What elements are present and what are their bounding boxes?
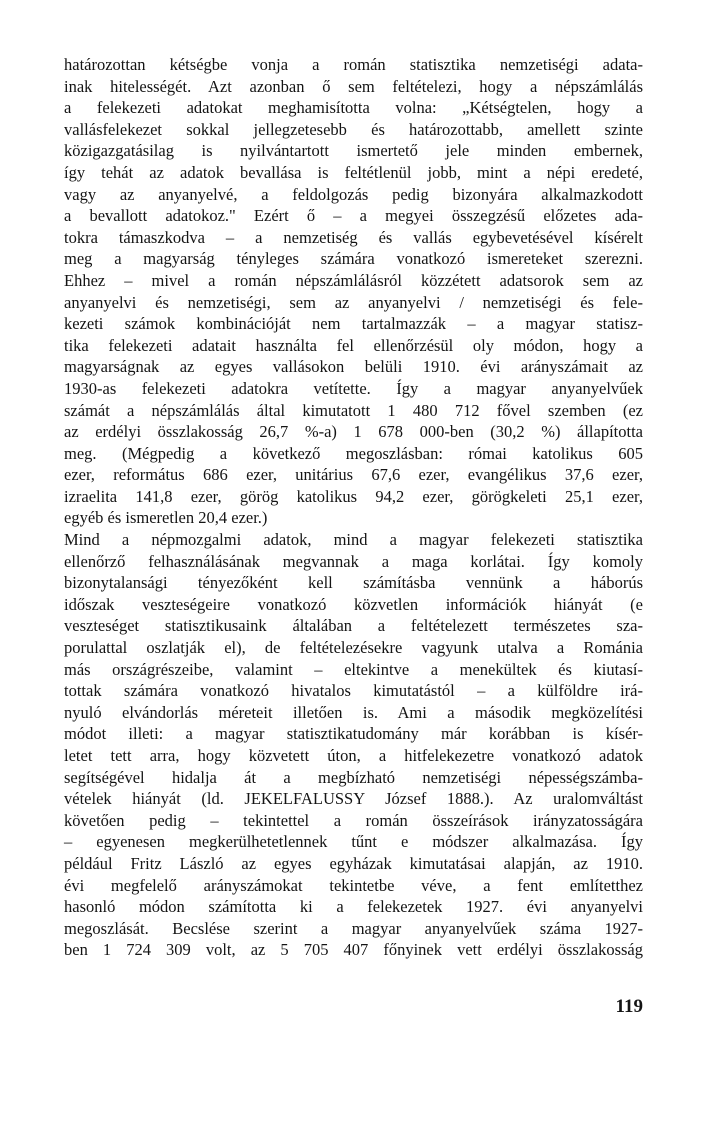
text-line: számát a népszámlálás által kimutatott 1 480 712 fővel szemben (ez <box>64 400 643 420</box>
text-line: vételek hiányát (ld. JEKELFALUSSY József 1888.). Az uralomváltást <box>64 789 643 809</box>
text-line: módot illeti: a magyar statisztikatudomány már korábban is kísér- <box>64 724 643 744</box>
text-line: vallásfelekezet sokkal jellegzetesebb és határozottabb, amellett szinte <box>64 119 643 139</box>
text-line: bizonytalansági tényezőként kell számításba vennünk a háborús <box>64 573 643 593</box>
text-line: vagy az anyanyelvé, a feldolgozás pedig bizonyára alkalmazkodott <box>64 184 643 204</box>
text-line: az erdélyi összlakosság 26,7 %-a) 1 678 000-ben (30,2 %) állapította <box>64 422 643 442</box>
text-line: határozottan kétségbe vonja a román statisztika nemzetiségi adata- <box>64 55 643 74</box>
page-body-text <box>64 54 643 961</box>
text-line: kezeti számok kombinációját nem tartalmazzák – a magyar statisz- <box>64 314 643 334</box>
text-line: a bevallott adatokoz." Ezért ő – a megyei összegzésű előzetes ada- <box>64 206 643 226</box>
text-line: meg. (Mégpedig a következő megoszlásban: római katolikus 605 <box>64 443 643 463</box>
text-line: – egyenesen megkerülhetetlennek tűnt e módszer alkalmazása. Így <box>64 832 643 852</box>
text-line: segítségével hidalja át a megbízható nemzetiségi népességszámba- <box>64 767 643 787</box>
text-line: izraelita 141,8 ezer, görög katolikus 94,2 ezer, görögkeleti 25,1 ezer, <box>64 486 643 506</box>
text-line: magyarságnak az egyes vallásokon belüli 1910. évi arányszámait az <box>64 357 643 377</box>
text-line: így tehát az adatok bevallása is feltétlenül jobb, mint a népi eredeté, <box>64 162 643 182</box>
text-line: hasonló módon számította ki a felekezetek 1927. évi anyanyelvi <box>64 897 643 917</box>
text-line: közigazgatásilag is nyilvántartott ismertető jele minden embernek, <box>64 141 643 161</box>
text-line: tottak számára vonatkozó hivatalos kimutatástól – a külföldre irá- <box>64 681 643 701</box>
text-line: más országrészeibe, valamint – eltekintve a menekültek és kiutasí- <box>64 659 643 679</box>
text-line: követően pedig – tekintettel a román összeírások irányzatosságára <box>64 810 643 830</box>
text-line: tika felekezeti adatait használta fel ellenőrzésül oly módon, hogy a <box>64 335 643 355</box>
text-line: 1930-as felekezeti adatokra vetítette. Így a magyar anyanyelvűek <box>64 378 643 398</box>
text-line: tokra támaszkodva – a nemzetiség és vallás egybevetésével kísérelt <box>64 227 643 247</box>
text-line: Ehhez – mivel a román népszámlálásról közzétett adatsorok sem az <box>64 270 643 290</box>
text-line: Mind a népmozgalmi adatok, mind a magyar felekezeti statisztika <box>64 530 643 550</box>
text-line: évi megfelelő arányszámokat tekintetbe véve, a fent említetthez <box>64 875 643 895</box>
text-line: meg a magyarság tényleges számára vonatkozó ismereteket szerezni. <box>64 249 643 269</box>
text-line: anyanyelvi és nemzetiségi, sem az anyanyelvi / nemzetiségi és fele- <box>64 292 643 312</box>
text-line: ellenőrző felhasználásának megvannak a maga korlátai. Így komoly <box>64 551 643 571</box>
text-line: például Fritz László az egyes egyházak kimutatásai alapján, az 1910. <box>64 853 643 873</box>
text-line: egyéb és ismeretlen 20,4 ezer.) <box>64 508 268 528</box>
text-line: a felekezeti adatokat meghamisította volna: „Kétségtelen, hogy a <box>64 98 643 118</box>
text-line: nyuló elvándorlás méreteit illetően is. Ami a második megközelítési <box>64 702 643 722</box>
page-number: 119 <box>615 996 643 1017</box>
text-line: porulattal oszlatják el), de feltételezésekre vagyunk utalva a Románia <box>64 638 643 658</box>
text-line: ezer, református 686 ezer, unitárius 67,6 ezer, evangélikus 37,6 ezer, <box>64 465 643 485</box>
text-line: időszak veszteségeire vonatkozó közvetlen információk hiányát (e <box>64 594 643 614</box>
text-line: letet tett arra, hogy közvetett úton, a hitfelekezetre vonatkozó adatok <box>64 746 643 765</box>
text-line: ben 1 724 309 volt, az 5 705 407 főnyinek vett erdélyi összlakosság <box>64 940 643 960</box>
text-line: megoszlását. Becslése szerint a magyar anyanyelvűek száma 1927- <box>64 918 643 938</box>
text-line: veszteséget statisztikusaink általában a feltételezett természetes sza- <box>64 616 643 636</box>
text-line: inak hitelességét. Azt azonban ő sem feltételezi, hogy a népszámlálás <box>64 76 643 96</box>
